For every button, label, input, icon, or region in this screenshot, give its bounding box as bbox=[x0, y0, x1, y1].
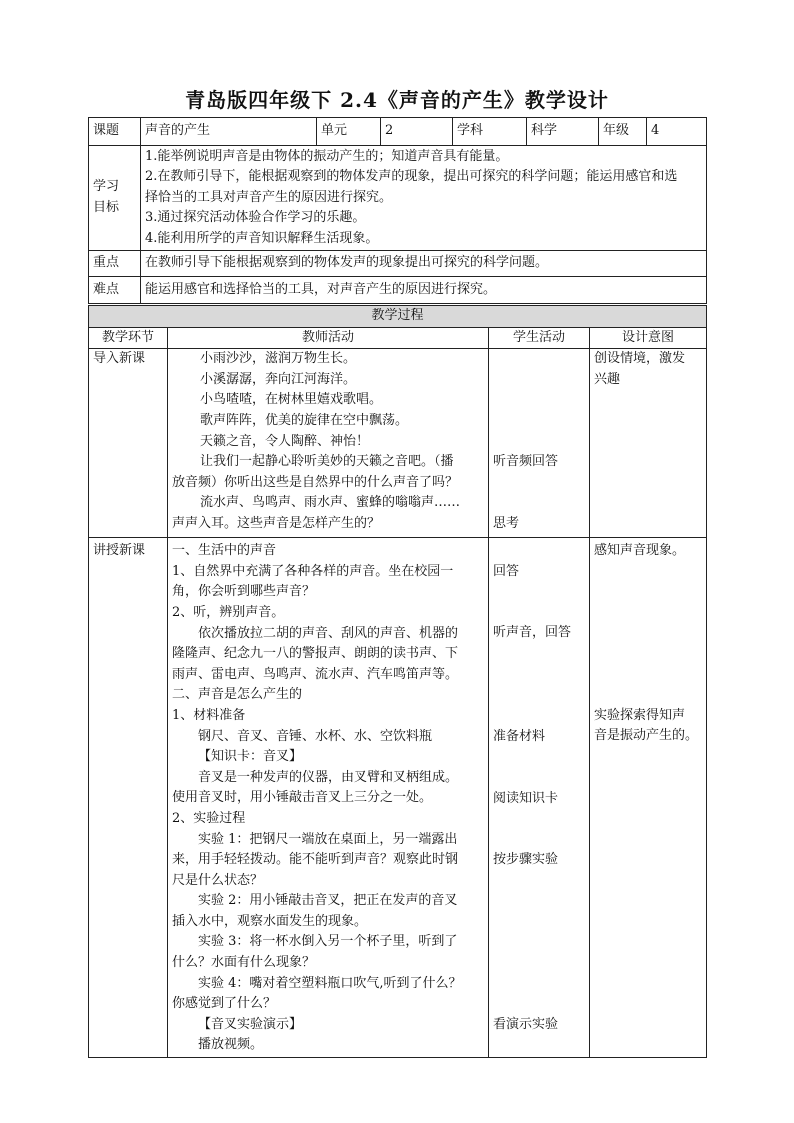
unit-label: 单元 bbox=[317, 118, 381, 146]
info-table bbox=[88, 117, 707, 304]
difficulty-label: 难点 bbox=[89, 277, 141, 304]
teach-intent: 感知声音现象。 实验探索得知声 音是振动产生的。 bbox=[590, 538, 707, 1058]
grade-value: 4 bbox=[647, 118, 707, 146]
stage-intro: 导入新课 bbox=[89, 349, 168, 538]
page-title: 青岛版四年级下 2.4《声音的产生》教学设计 bbox=[185, 88, 609, 112]
difficulty-text: 能运用感官和选择恰当的工具，对声音产生的原因进行探究。 bbox=[141, 277, 707, 304]
col-intent: 设计意图 bbox=[590, 327, 707, 349]
goal-item: 3.通过探究活动体验合作学习的乐趣。 bbox=[145, 210, 366, 226]
goal-item: 2.在教师引导下，能根据观察到的物体发声的现象，提出可探究的科学问题；能运用感官和选 bbox=[145, 169, 678, 185]
goal-item: 1.能举例说明声音是由物体的振动产生的；知道声音具有能量。 bbox=[145, 148, 509, 164]
topic-value: 声音的产生 bbox=[141, 118, 317, 146]
teach-student-activity: 回答 听声音，回答 准备材料 阅读知识卡 按步骤实验 看演示实验 bbox=[489, 538, 590, 1058]
process-table bbox=[88, 305, 707, 1058]
stage-teach: 讲授新课 bbox=[89, 538, 168, 1058]
unit-value: 2 bbox=[381, 118, 453, 146]
key-text: 在教师引导下能根据观察到的物体发声的现象提出可探究的科学问题。 bbox=[141, 251, 707, 277]
topic-label: 课题 bbox=[89, 118, 141, 146]
intro-student-activity: 听音频回答 思考 bbox=[489, 349, 590, 538]
intro-teacher-activity: 小雨沙沙，滋润万物生长。 小溪潺潺，奔向江河海洋。 小鸟喳喳，在树林里嬉戏歌唱。 歌声阵阵，优美的旋律在空中飘荡。 天籁之音，令人陶醉、神怡！ 让我们一起静心聆听美妙的天籁之音吧。（播 放音频）你听出这些是自然界中的什么声音了吗？ 流水声、鸟鸣声、雨水声、蜜蜂的嗡嗡声…… 声声入耳。这些声音是怎样产生的？ bbox=[168, 349, 489, 538]
process-header: 教学过程 bbox=[89, 306, 707, 328]
goal-item: 4.能利用所学的声音知识解释生活现象。 bbox=[145, 230, 379, 246]
teach-teacher-activity: 一、生活中的声音 1、自然界中充满了各种各样的声音。坐在校园一 角，你会听到哪些声音？ 2、听，辨别声音。 依次播放拉二胡的声音、刮风的声音、机器的 隆隆声、纪念九一八的警报声、朗朗的读书声、下 雨声、雷电声、鸟鸣声、流水声、汽车鸣笛声等。 二、声音是怎么产生的 1、材料准备 钢尺、音叉、音锤、水杯、水、空饮料瓶 【知识卡：音叉】 音叉是一种发声的仪器，由叉臂和叉柄组成。 使用音叉时，用小锤敲击音叉上三分之一处。 2、实验过程 实验 1：把钢尺一端放在桌面上，另一端露出 来，用手轻轻拨动。能不能听到声音？观察此时钢 尺是什么状态？ 实验 2：用小锤敲击音叉，把正在发声的音叉 插入水中，观察水面发生的现象。 实验 3：将一杯水倒入另一个杯子里，听到了 什么？水面有什么现象？ 实验 4：嘴对着空塑料瓶口吹气,听到了什么？ 你感觉到了什么？ 【音叉实验演示】 播放视频。 bbox=[168, 538, 489, 1058]
subject-label: 学科 bbox=[453, 118, 527, 146]
grade-label: 年级 bbox=[599, 118, 647, 146]
intro-intent: 创设情境，激发 兴趣 bbox=[590, 349, 707, 538]
col-stage: 教学环节 bbox=[89, 327, 168, 349]
col-student: 学生活动 bbox=[489, 327, 590, 349]
goals-content bbox=[141, 146, 707, 251]
col-teacher: 教师活动 bbox=[168, 327, 489, 349]
subject-value: 科学 bbox=[527, 118, 599, 146]
goals-label: 学习 目标 bbox=[89, 146, 141, 251]
key-label: 重点 bbox=[89, 251, 141, 277]
goal-item: 择恰当的工具对声音产生的原因进行探究。 bbox=[145, 189, 393, 205]
